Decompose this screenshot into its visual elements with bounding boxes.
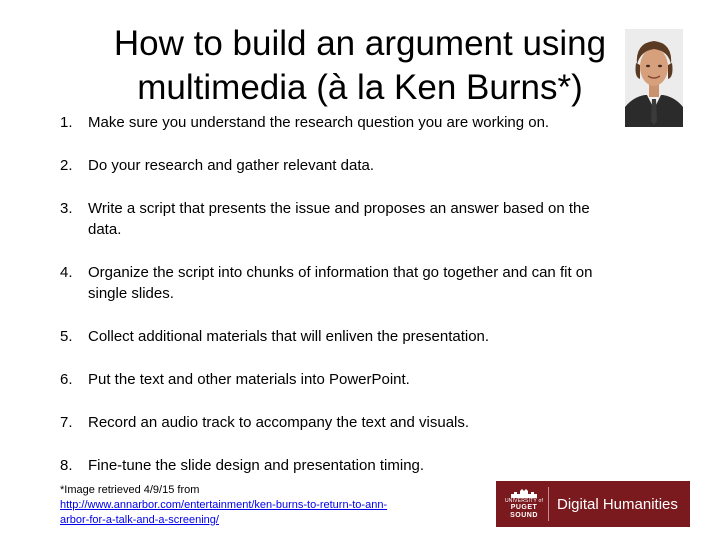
title-line-2: multimedia (à la Ken Burns*) bbox=[137, 68, 583, 107]
puget-label: PUGET bbox=[510, 503, 538, 511]
list-item bbox=[60, 155, 620, 176]
digital-humanities-banner bbox=[496, 481, 690, 527]
step-number: 7. bbox=[60, 414, 73, 431]
list-item bbox=[60, 412, 620, 433]
step-number: 5. bbox=[60, 328, 73, 345]
steps-list bbox=[60, 112, 620, 498]
list-item bbox=[60, 262, 620, 304]
banner-divider bbox=[548, 487, 549, 521]
ken-burns-portrait bbox=[625, 29, 683, 127]
image-citation bbox=[60, 483, 440, 528]
list-item bbox=[60, 198, 620, 240]
list-item bbox=[60, 326, 620, 347]
person-photo-icon bbox=[625, 29, 683, 127]
step-text: Organize the script into chunks of information that go together and can fit on single slides. bbox=[88, 264, 593, 302]
step-text: Fine-tune the slide design and presentation timing. bbox=[88, 457, 425, 474]
step-text: Write a script that presents the issue and proposes an answer based on the data. bbox=[88, 200, 590, 238]
citation-link-line-1: http://www.annarbor.com/entertainment/ken-burns-to-return-to-ann- bbox=[60, 499, 388, 511]
slide-title bbox=[60, 22, 660, 110]
sound-label: SOUND bbox=[510, 511, 538, 519]
citation-text: *Image retrieved 4/9/15 from bbox=[60, 484, 200, 496]
puget-sound-logo bbox=[504, 489, 544, 520]
title-line-1: How to build an argument using bbox=[113, 24, 607, 63]
step-number: 3. bbox=[60, 200, 73, 217]
step-number: 4. bbox=[60, 264, 73, 281]
list-item bbox=[60, 369, 620, 390]
university-of-label: UNIVERSITY of bbox=[504, 497, 544, 504]
step-text: Collect additional materials that will enliven the presentation. bbox=[88, 328, 490, 345]
step-number: 1. bbox=[60, 114, 73, 131]
citation-link-line-2: arbor-for-a-talk-and-a-screening/ bbox=[60, 514, 219, 526]
step-number: 6. bbox=[60, 371, 73, 388]
list-item bbox=[60, 455, 620, 476]
step-text: Record an audio track to accompany the text and visuals. bbox=[88, 414, 470, 431]
step-text: Make sure you understand the research question you are working on. bbox=[88, 114, 550, 131]
step-text: Put the text and other materials into PowerPoint. bbox=[88, 371, 410, 388]
building-icon bbox=[510, 489, 538, 498]
step-text: Do your research and gather relevant data. bbox=[88, 157, 375, 174]
list-item bbox=[60, 112, 620, 133]
department-name: Digital Humanities bbox=[557, 495, 678, 513]
step-number: 8. bbox=[60, 457, 73, 474]
citation-link[interactable] bbox=[60, 499, 387, 526]
step-number: 2. bbox=[60, 157, 73, 174]
